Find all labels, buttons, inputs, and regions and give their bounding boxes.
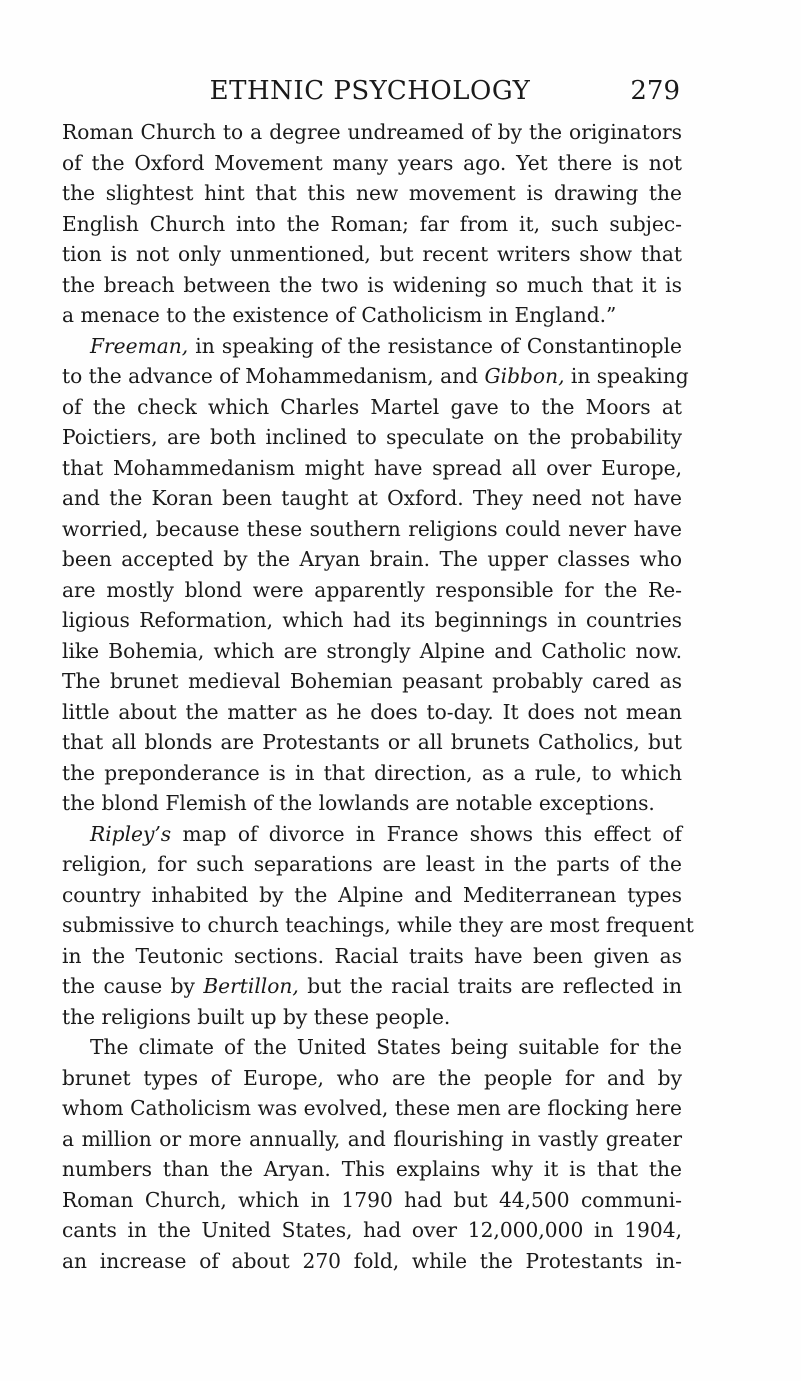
running-title: ETHNIC PSYCHOLOGY — [209, 76, 531, 106]
text-segment: the preponderance is in that direction, as a rule, to which — [62, 760, 682, 785]
page-number: 279 — [630, 76, 680, 106]
italic-name: Bertillon, — [203, 974, 299, 998]
text-segment: tion is not only unmentioned, but recent writers show that — [62, 242, 682, 266]
text-segment: been accepted by the Aryan brain. The upper classes who — [62, 547, 682, 571]
text-line — [62, 910, 694, 941]
text-segment: like Bohemia, which are strongly Alpine and Catholic now. — [62, 638, 682, 663]
text-line — [62, 575, 682, 606]
text-segment: a million or more annually, and flourishing in vastly greater — [62, 1126, 682, 1151]
text-line — [62, 605, 682, 636]
text-segment: ligious Reformation, which had its beginnings in countries — [62, 608, 682, 632]
text-segment: but the racial traits are reflected in — [298, 974, 682, 998]
text-segment: map of divorce in France shows this effect of — [171, 821, 682, 846]
text-segment: country inhabited by the Alpine and Mediterranean types — [62, 882, 682, 907]
text-segment: the slightest hint that this new movement is drawing the — [62, 181, 682, 205]
text-line — [62, 636, 682, 667]
text-segment: an increase of about 270 fold, while the Protestants in- — [62, 1248, 682, 1273]
text-line — [62, 971, 682, 1002]
text-line — [62, 483, 682, 514]
text-line — [62, 788, 682, 819]
text-segment: religion, for such separations are least in the parts of the — [62, 852, 682, 876]
text-segment: the religions built up by these people. — [62, 1004, 451, 1029]
text-segment: submissive to church teachings, while they are most frequent — [62, 913, 694, 937]
text-line — [62, 453, 682, 484]
text-line — [62, 300, 682, 331]
text-segment: the cause by — [62, 974, 204, 998]
text-segment: English Church into the Roman; far from it, such subjec- — [62, 211, 682, 236]
text-segment: that Mohammedanism might have spread all over Europe, — [62, 455, 682, 480]
text-segment: Poictiers, are both inclined to speculate on the probability — [62, 425, 682, 449]
italic-name: Ripley’s — [90, 821, 172, 846]
text-line — [62, 819, 682, 850]
text-segment: in the Teutonic sections. Racial traits have been given as — [62, 943, 682, 968]
text-segment: in speaking — [564, 364, 689, 388]
text-line — [62, 1032, 682, 1063]
text-segment: to the advance of Mohammedanism, and — [62, 364, 485, 388]
text-segment: that all blonds are Protestants or all brunets Catholics, but — [62, 730, 682, 754]
text-segment: and the Koran been taught at Oxford. They need not have — [62, 486, 682, 510]
text-segment: of the Oxford Movement many years ago. Yet there is not — [62, 150, 682, 175]
text-segment: the blond Flemish of the lowlands are notable exceptions. — [62, 791, 655, 815]
text-line — [62, 941, 682, 972]
body-text — [62, 117, 694, 1276]
text-line — [62, 1124, 682, 1155]
text-segment: worried, because these southern religions could never have — [62, 516, 682, 541]
text-line — [62, 758, 682, 789]
text-line — [62, 666, 682, 697]
text-line — [62, 1185, 682, 1216]
text-line — [62, 1093, 682, 1124]
text-segment: numbers than the Aryan. This explains why it is that the — [62, 1157, 682, 1181]
text-segment: are mostly blond were apparently responsible for the Re- — [62, 577, 682, 602]
text-line — [62, 697, 682, 728]
text-segment: The climate of the United States being suitable for the — [90, 1035, 682, 1059]
text-line — [62, 514, 682, 545]
text-segment: Roman Church, which in 1790 had but 44,500 communi- — [62, 1187, 682, 1212]
text-segment: little about the matter as he does to-day. It does not mean — [62, 699, 682, 724]
text-line — [62, 1063, 682, 1094]
text-segment: of the check which Charles Martel gave to the Moors at — [62, 394, 682, 419]
italic-name: Gibbon, — [484, 364, 565, 388]
text-line — [62, 178, 682, 209]
text-line — [62, 1246, 682, 1277]
text-segment: in speaking of the resistance of Constantinople — [188, 333, 682, 358]
text-segment: a menace to the existence of Catholicism in England.” — [62, 303, 617, 327]
text-segment: Roman Church to a degree undreamed of by the originators — [62, 120, 682, 144]
text-segment: the breach between the two is widening so much that it is — [62, 272, 682, 297]
text-segment: The brunet medieval Bohemian peasant probably cared as — [62, 669, 682, 693]
text-line — [62, 880, 682, 911]
text-line — [62, 1002, 682, 1033]
text-line — [62, 422, 682, 453]
text-line — [62, 544, 682, 575]
text-segment: whom Catholicism was evolved, these men are flocking here — [62, 1096, 682, 1120]
text-line — [62, 239, 682, 270]
italic-name: Freeman, — [90, 333, 189, 358]
text-line — [62, 1154, 682, 1185]
text-segment: brunet types of Europe, who are the people for and by — [62, 1065, 682, 1090]
running-header — [60, 70, 680, 112]
text-line — [62, 148, 682, 179]
text-line — [62, 117, 682, 148]
text-line — [62, 270, 682, 301]
text-line — [62, 361, 689, 392]
text-line — [62, 209, 682, 240]
text-line — [62, 392, 682, 423]
text-line — [62, 1215, 682, 1246]
text-line — [62, 727, 682, 758]
text-line — [62, 331, 682, 362]
text-line — [62, 849, 682, 880]
text-segment: cants in the United States, had over 12,000,000 in 1904, — [62, 1218, 682, 1242]
